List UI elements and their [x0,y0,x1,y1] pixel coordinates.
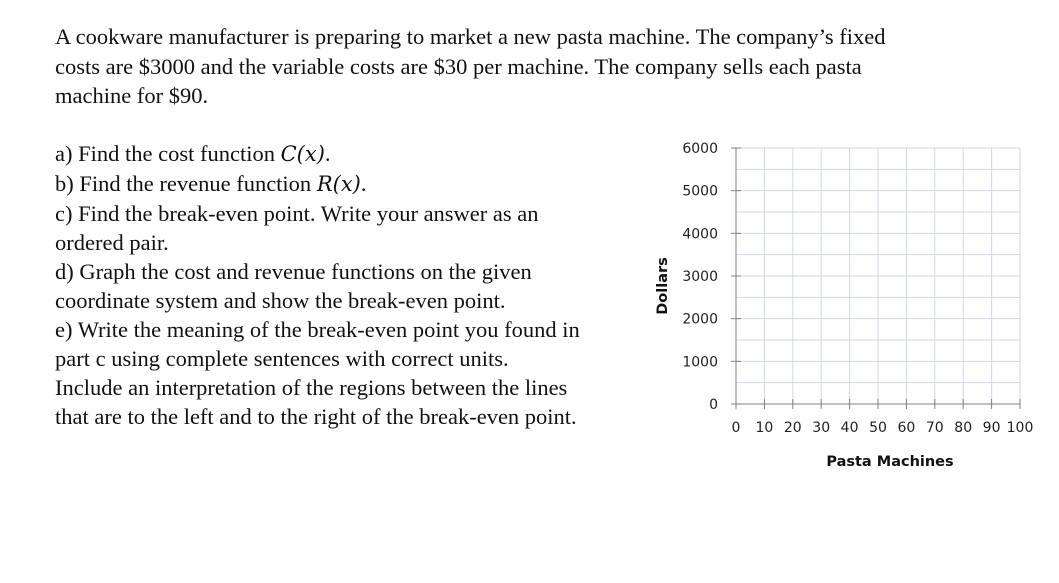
question-b-text: b) Find the revenue function [55,171,317,196]
x-tick-label: 20 [783,420,802,436]
question-d-line: d) Graph the cost and revenue functions on the given [55,259,532,284]
y-tick-label: 2000 [682,311,718,328]
question-c-line: c) Find the break-even point. Write your answer as an [55,201,539,226]
question-e-line: Include an interpretation of the regions between the lines [55,375,568,400]
question-e-line: that are to the left and to the right of the break-even point. [55,404,577,429]
question-a-text: a) Find the cost function [55,141,281,166]
intro-line: A cookware manufacturer is preparing to market a new pasta machine. The company’s fixed [55,24,886,49]
coordinate-chart [640,130,1055,490]
y-tick-label: 4000 [682,226,718,243]
x-tick-label: 50 [869,420,887,436]
x-tick-label: 30 [812,420,831,436]
x-tick-label: 80 [954,420,973,436]
y-tick-label: 3000 [682,269,718,285]
question-b-period: . [360,171,367,196]
chart-svg [640,130,1055,490]
y-tick-label: 1000 [682,354,718,371]
revenue-function-symbol: R(x) [316,172,361,196]
question-list [55,139,635,431]
problem-intro [55,22,955,111]
question-a [55,139,635,169]
x-tick-label: 90 [982,420,1001,436]
y-tick-label: 6000 [682,141,718,157]
x-tick-label: 10 [755,420,774,436]
question-a-period: . [324,141,331,166]
x-tick-label: 100 [1006,420,1034,436]
question-e-line: part c using complete sentences with correct units. [55,346,509,371]
grid-layer [736,148,1020,404]
intro-line: costs are $3000 and the variable costs are $30 per machine. The company sells each pasta [55,53,862,79]
x-tick-label: 70 [925,420,944,436]
x-axis-title: Pasta Machines [826,454,954,470]
intro-line: machine for $90. [55,83,209,108]
x-tick-label: 40 [840,420,859,436]
question-e-line: e) Write the meaning of the break-even point you found in [55,317,580,342]
question-d-line: coordinate system and show the break-even point. [55,288,506,313]
y-axis-title: Dollars [655,257,671,315]
y-tick-label: 5000 [682,183,718,200]
x-tick-label: 0 [731,420,741,436]
question-b [55,169,635,199]
question-c-line: ordered pair. [55,230,169,255]
x-tick-label: 60 [897,420,916,436]
cost-function-symbol: C(x) [280,142,325,166]
axis-layer [731,148,1020,409]
y-tick-label: 0 [709,397,718,413]
